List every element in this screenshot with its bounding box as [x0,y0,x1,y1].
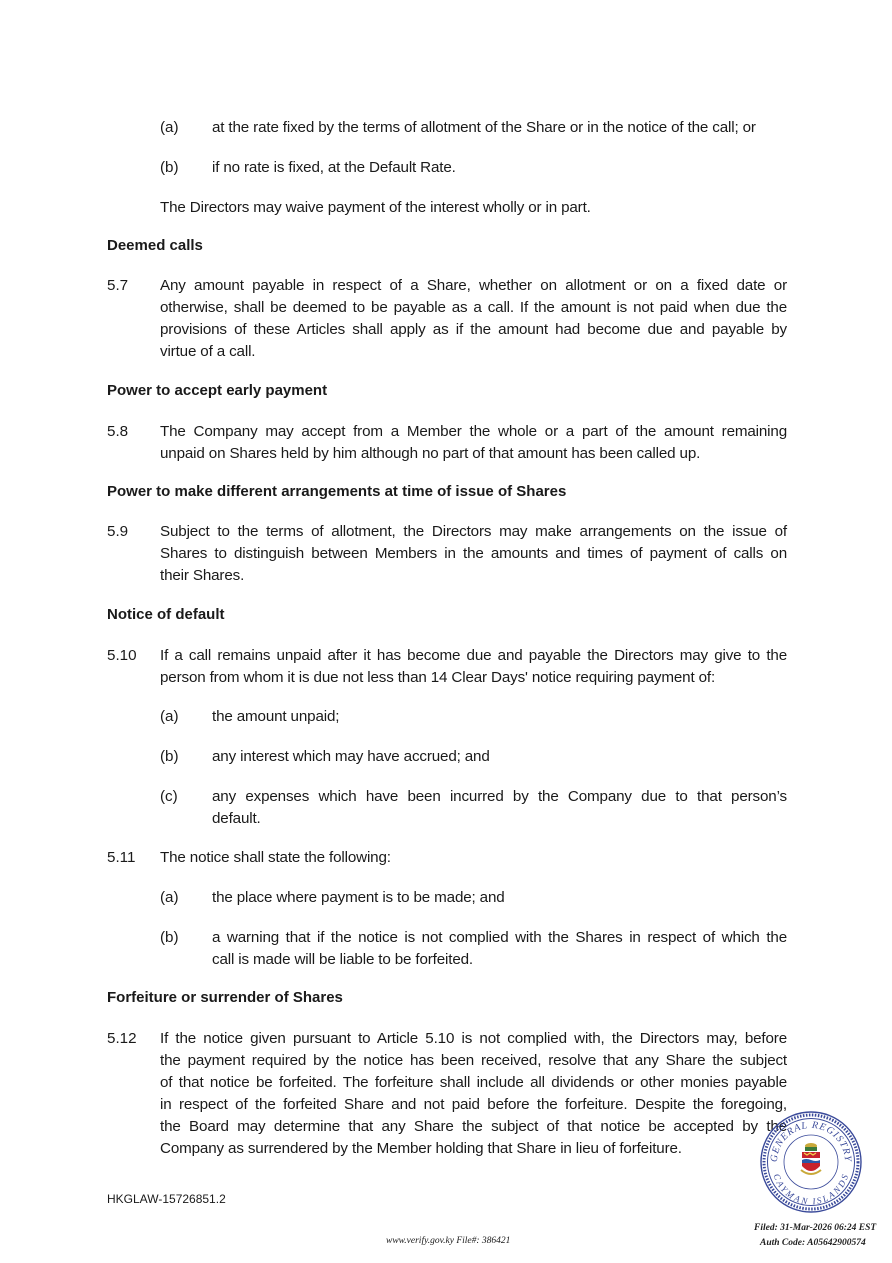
item-label: (c) [160,788,178,805]
paragraph-line: at the rate fixed by the terms of allotment of the Share or in the notice of the call; or [212,119,756,136]
article-number: 5.8 [107,423,129,440]
document-id: HKGLAW-15726851.2 [107,1192,226,1206]
item-label: (a) [160,119,179,136]
paragraph-line: the payment required by the notice has been received, resolve that any Share the subject [160,1052,787,1069]
article-number: 5.7 [107,277,129,294]
paragraph-line: if no rate is fixed, at the Default Rate. [212,159,456,176]
paragraph-line: unpaid on Shares held by him although no part of that amount has been called up. [160,445,701,462]
paragraph-line: call is made will be liable to be forfeited. [212,951,474,968]
coat-of-arms-icon [801,1143,821,1174]
paragraph-line: default. [212,810,261,827]
item-label: (a) [160,889,179,906]
section-heading: Forfeiture or surrender of Shares [107,989,343,1006]
section-heading: Power to make different arrangements at time of issue of Shares [107,483,567,500]
paragraph-line: the amount unpaid; [212,708,340,725]
paragraph-line: If a call remains unpaid after it has become due and payable the Directors may give to the [160,647,787,664]
paragraph-line: If the notice given pursuant to Article 5.10 is not complied with, the Directors may, before [160,1030,787,1047]
article-number: 5.11 [107,849,136,866]
article-number: 5.9 [107,523,129,540]
auth-code: Auth Code: A05642900574 [760,1238,866,1248]
paragraph-line: the Board may determine that any Share the subject of that notice be accepted by the [160,1118,787,1135]
paragraph-line: otherwise, shall be deemed to be payable as a call. If the amount is not paid when due the [160,299,787,316]
paragraph-line: their Shares. [160,567,245,584]
item-label: (b) [160,159,179,176]
paragraph-line: of that notice be forfeited. The forfeiture shall include all dividends or other monies payable [160,1074,787,1091]
item-label: (b) [160,929,179,946]
article-number: 5.10 [107,647,137,664]
paragraph-line: virtue of a call. [160,343,256,360]
seal-top-text: GENERAL REGISTRY [768,1119,854,1163]
item-label: (b) [160,748,179,765]
paragraph-line: a warning that if the notice is not complied with the Shares in respect of which the [212,929,787,946]
filed-date: Filed: 31-Mar-2026 06:24 EST [754,1223,877,1233]
section-heading: Deemed calls [107,237,203,254]
paragraph-line: person from whom it is due not less than 14 Clear Days' notice requiring payment of: [160,669,716,686]
paragraph-line: Shares to distinguish between Members in the amounts and times of payment of calls on [160,545,787,562]
verify-link[interactable]: www.verify.gov.ky File#: 386421 [386,1236,511,1246]
item-label: (a) [160,708,179,725]
paragraph-line: the place where payment is to be made; and [212,889,505,906]
article-number: 5.12 [107,1030,137,1047]
section-heading: Notice of default [107,606,225,623]
paragraph-line: provisions of these Articles shall apply as if the amount had become due and payable by [160,321,787,338]
filing-stamp [754,1221,876,1251]
paragraph-line: Subject to the terms of allotment, the Directors may make arrangements on the issue of [160,523,787,540]
paragraph-line: Any amount payable in respect of a Share, whether on allotment or on a fixed date or [160,277,787,294]
paragraph-line: The notice shall state the following: [160,849,391,866]
section-heading: Power to accept early payment [107,382,328,399]
paragraph-line: The Company may accept from a Member the whole or a part of the amount remaining [160,423,787,440]
paragraph-line: Company as surrendered by the Member holding that Share in lieu of forfeiture. [160,1140,682,1157]
paragraph-line: The Directors may waive payment of the interest wholly or in part. [160,199,591,216]
seal-bottom-text: CAYMAN ISLANDS [771,1172,851,1207]
paragraph-line: any interest which may have accrued; and [212,748,490,765]
paragraph-line: any expenses which have been incurred by the Company due to that person’s [212,788,787,805]
registry-seal-icon [757,1108,865,1216]
paragraph-line: in respect of the forfeited Share and not paid before the forfeiture. Despite the foregoing, [160,1096,787,1113]
